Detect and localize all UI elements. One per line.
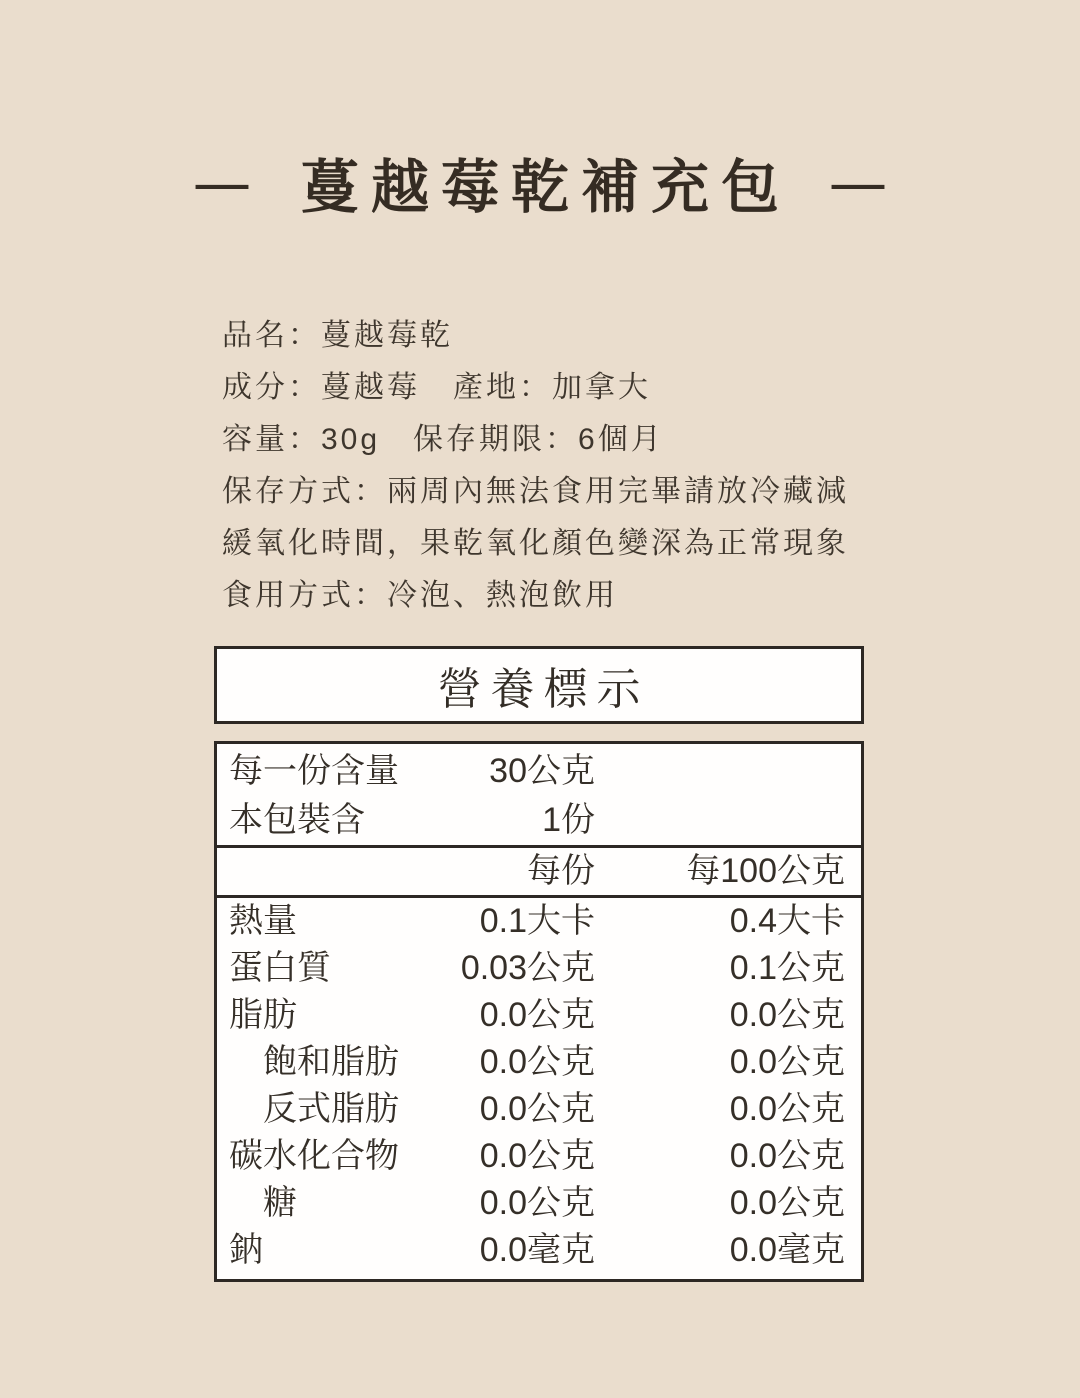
per-100g-value: 0.0毫克 xyxy=(729,1231,845,1269)
per-serving-value: 0.1大卡 xyxy=(479,902,595,940)
nutrient-label: 飽和脂肪 xyxy=(263,1043,399,1081)
per-100g-column-header: 每100公克 xyxy=(686,852,845,890)
nutrition-row-sodium xyxy=(217,1227,861,1274)
per-serving-value: 0.03公克 xyxy=(460,949,595,987)
nutrition-row-fat xyxy=(217,992,861,1039)
nutrient-label: 脂肪 xyxy=(229,996,297,1034)
per-serving-value: 0.0公克 xyxy=(479,1090,595,1128)
nutrition-row-carbohydrate xyxy=(217,1133,861,1180)
title-right-dash: — xyxy=(829,144,887,220)
storage-method-line-1: 保存方式：兩周內無法食用完畢請放冷藏減 xyxy=(222,475,849,508)
nutrition-row-saturated-fat xyxy=(217,1039,861,1086)
nutrition-row-sugar xyxy=(217,1180,861,1227)
per-serving-value: 0.0公克 xyxy=(479,1043,595,1081)
product-name-line: 品名：蔓越莓乾 xyxy=(222,319,453,352)
usage-method-line: 食用方式：冷泡、熱泡飲用 xyxy=(222,579,618,612)
nutrient-label: 熱量 xyxy=(229,902,297,940)
per-100g-value: 0.0公克 xyxy=(729,1090,845,1128)
page-title xyxy=(0,140,1080,224)
title-left-dash: — xyxy=(192,144,251,220)
nutrition-row-calories xyxy=(217,898,861,945)
servings-per-pack-label: 本包裝含 xyxy=(229,801,365,839)
per-100g-value: 0.0公克 xyxy=(729,1137,845,1175)
page-title-text: 蔓越莓乾補充包 xyxy=(300,153,791,221)
servings-per-pack-row xyxy=(217,796,861,845)
column-header-row xyxy=(217,848,861,895)
nutrition-row-protein xyxy=(217,945,861,992)
per-serving-value: 0.0公克 xyxy=(479,1137,595,1175)
per-serving-value: 0.0公克 xyxy=(479,996,595,1034)
per-100g-value: 0.1公克 xyxy=(729,949,845,987)
nutrition-facts-table xyxy=(214,741,864,1282)
serving-size-row xyxy=(217,747,861,796)
per-serving-column-header: 每份 xyxy=(527,852,595,890)
nutrition-facts-title-box xyxy=(214,646,864,724)
serving-size-label: 每一份含量 xyxy=(229,752,399,790)
nutrient-label: 糖 xyxy=(263,1184,297,1222)
serving-size-value: 30公克 xyxy=(489,752,595,790)
per-serving-value: 0.0公克 xyxy=(479,1184,595,1222)
per-100g-value: 0.0公克 xyxy=(729,996,845,1034)
storage-method-line-2: 緩氧化時間，果乾氧化顏色變深為正常現象 xyxy=(222,527,849,560)
product-info xyxy=(222,310,1080,622)
nutrient-label: 碳水化合物 xyxy=(229,1137,399,1175)
nutrition-row-trans-fat xyxy=(217,1086,861,1133)
volume-shelf-life-line: 容量：30g 保存期限：6個月 xyxy=(222,423,664,456)
per-100g-value: 0.0公克 xyxy=(729,1043,845,1081)
ingredients-origin-line: 成分：蔓越莓 產地：加拿大 xyxy=(222,371,651,404)
per-100g-value: 0.0公克 xyxy=(729,1184,845,1222)
nutrient-label: 反式脂肪 xyxy=(263,1090,399,1128)
per-serving-value: 0.0毫克 xyxy=(479,1231,595,1269)
nutrition-facts-title: 營養標示 xyxy=(437,665,650,714)
per-100g-value: 0.4大卡 xyxy=(729,902,845,940)
nutrient-label: 鈉 xyxy=(229,1231,263,1269)
nutrient-label: 蛋白質 xyxy=(229,949,331,987)
servings-per-pack-value: 1份 xyxy=(542,801,595,839)
